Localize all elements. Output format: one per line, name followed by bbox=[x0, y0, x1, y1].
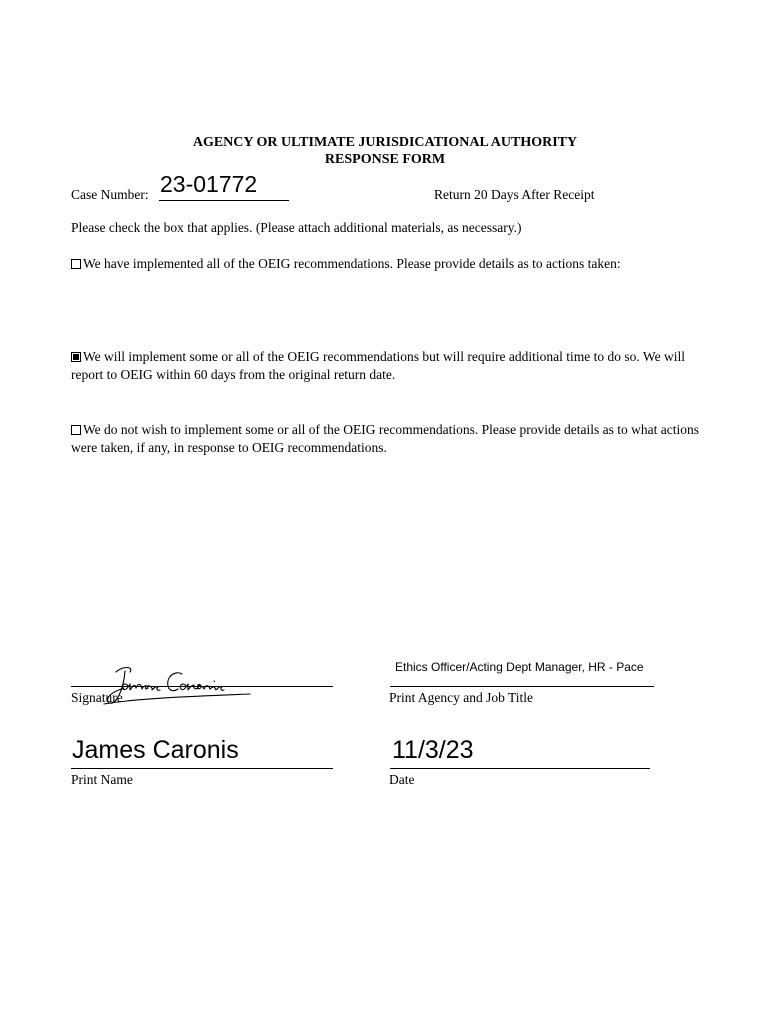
agency-label: Print Agency and Job Title bbox=[389, 690, 534, 705]
print-name-field[interactable]: James Caronis bbox=[72, 736, 239, 764]
option-3-checkbox[interactable] bbox=[71, 425, 81, 435]
case-number-underline bbox=[159, 200, 289, 201]
signature-underline bbox=[71, 686, 333, 687]
form-title-line2: RESPONSE FORM bbox=[324, 152, 446, 167]
option-not-implement bbox=[71, 421, 711, 457]
option-2-text: We will implement some or all of the OEIG recommendations but will require additional time to do so. We will report to OEIG within 60 days from the original return date. bbox=[71, 349, 685, 382]
date-underline bbox=[390, 768, 650, 769]
form-title-line1: AGENCY OR ULTIMATE JURISDICATIONAL AUTHORITY bbox=[192, 135, 578, 150]
date-label: Date bbox=[389, 772, 415, 787]
print-name-underline bbox=[71, 768, 333, 769]
agency-job-title-field[interactable]: Ethics Officer/Acting Dept Manager, HR - Pace bbox=[395, 660, 644, 674]
case-number-label: Case Number: bbox=[71, 187, 149, 202]
case-number-field[interactable]: 23-01772 bbox=[160, 171, 258, 197]
agency-underline bbox=[390, 686, 654, 687]
date-field[interactable]: 11/3/23 bbox=[392, 736, 474, 764]
print-name-label: Print Name bbox=[71, 772, 133, 787]
option-implemented-all bbox=[71, 255, 711, 273]
return-note: Return 20 Days After Receipt bbox=[434, 187, 595, 202]
handwritten-signature[interactable] bbox=[100, 660, 260, 710]
option-3-text: We do not wish to implement some or all of the OEIG recommendations. Please provide details as to what actions were taken, if any, in response to OEIG recommendations. bbox=[71, 422, 700, 455]
option-1-checkbox[interactable] bbox=[71, 259, 81, 269]
option-2-checkbox[interactable] bbox=[71, 352, 81, 362]
instruction-text: Please check the box that applies. (Please attach additional materials, as necessary.) bbox=[71, 220, 522, 235]
option-1-text: We have implemented all of the OEIG recommendations. Please provide details as to actions taken: bbox=[83, 256, 621, 271]
signature-label: Signature bbox=[71, 690, 123, 705]
option-will-implement bbox=[71, 348, 711, 384]
